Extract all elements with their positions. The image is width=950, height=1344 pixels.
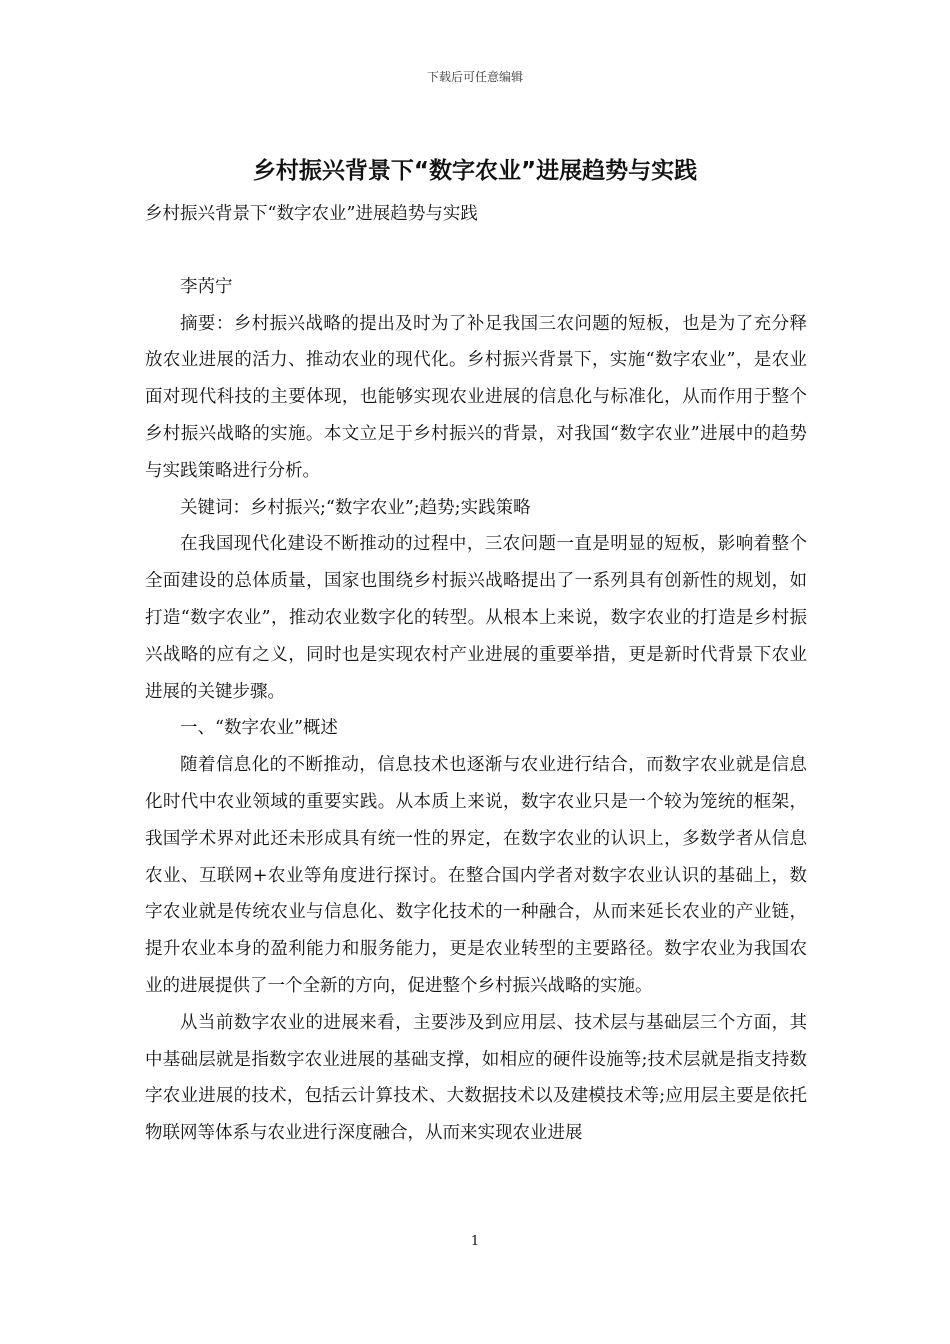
header-note: 下载后可任意编辑 <box>426 70 523 84</box>
keywords-paragraph: 关键词：乡村振兴;“数字农业”;趋势;实践策略 <box>180 497 531 518</box>
abstract-paragraph: 摘要：乡村振兴战略的提出及时为了补足我国三农问题的短板，也是为了充分释放农业进展的活力、推动农业的现代化。乡村振兴背景下，实施“数字农业”，是农业面对现代科技的主要体现，也能够实现农业进展的信息化与标准化，从而作用于整个乡村振兴战略的实施。本文立足于乡村振兴的背景，对我国“数字农业”进展中的趋势与实践策略进行分析。 <box>145 313 807 481</box>
intro-paragraph: 在我国现代化建设不断推动的过程中，三农问题一直是明显的短板，影响着整个全面建设的总体质量，国家也围绕乡村振兴战略提出了一系列具有创新性的规划，如打造“数字农业”，推动农业数字化的转型。从根本上来说，数字农业的打造是乡村振兴战略的应有之义，同时也是实现农村产业进展的重要举措，更是新时代背景下农业进展的关键步骤。 <box>145 534 807 702</box>
section-paragraph: 从当前数字农业的进展来看，主要涉及到应用层、技术层与基础层三个方面，其中基础层就是指数字农业进展的基础支撑，如相应的硬件设施等;技术层就是指支持数字农业进展的技术，包括云计算技术、大数据技术以及建模技术等;应用层主要是依托物联网等体系与农业进行深度融合，从而来实现农业进展 <box>145 1012 807 1144</box>
document-title: 乡村振兴背景下“数字农业”进展趋势与实践 <box>252 158 698 184</box>
document-subtitle: 乡村振兴背景下“数字农业”进展趋势与实践 <box>145 204 478 224</box>
section-heading: 一、“数字农业”概述 <box>180 718 338 739</box>
document-body <box>145 196 807 1152</box>
blank-line <box>145 233 807 269</box>
section-paragraph: 随着信息化的不断推动，信息技术也逐渐与农业进行结合，而数字农业就是信息化时代中农业领域的重要实践。从本质上来说，数字农业只是一个较为笼统的框架，我国学术界对此还未形成具有统一性的界定，在数字农业的认识上，多数学者从信息农业、互联网+农业等角度进行探讨。在整合国内学者对数字农业认识的基础上，数字农业就是传统农业与信息化、数字化技术的一种融合，从而来延长农业的产业链，提升农业本身的盈利能力和服务能力，更是农业转型的主要路径。数字农业为我国农业的进展提供了一个全新的方向，促进整个乡村振兴战略的实施。 <box>145 755 807 996</box>
author-name: 李芮宁 <box>180 276 233 297</box>
page-number: 1 <box>470 1234 480 1249</box>
